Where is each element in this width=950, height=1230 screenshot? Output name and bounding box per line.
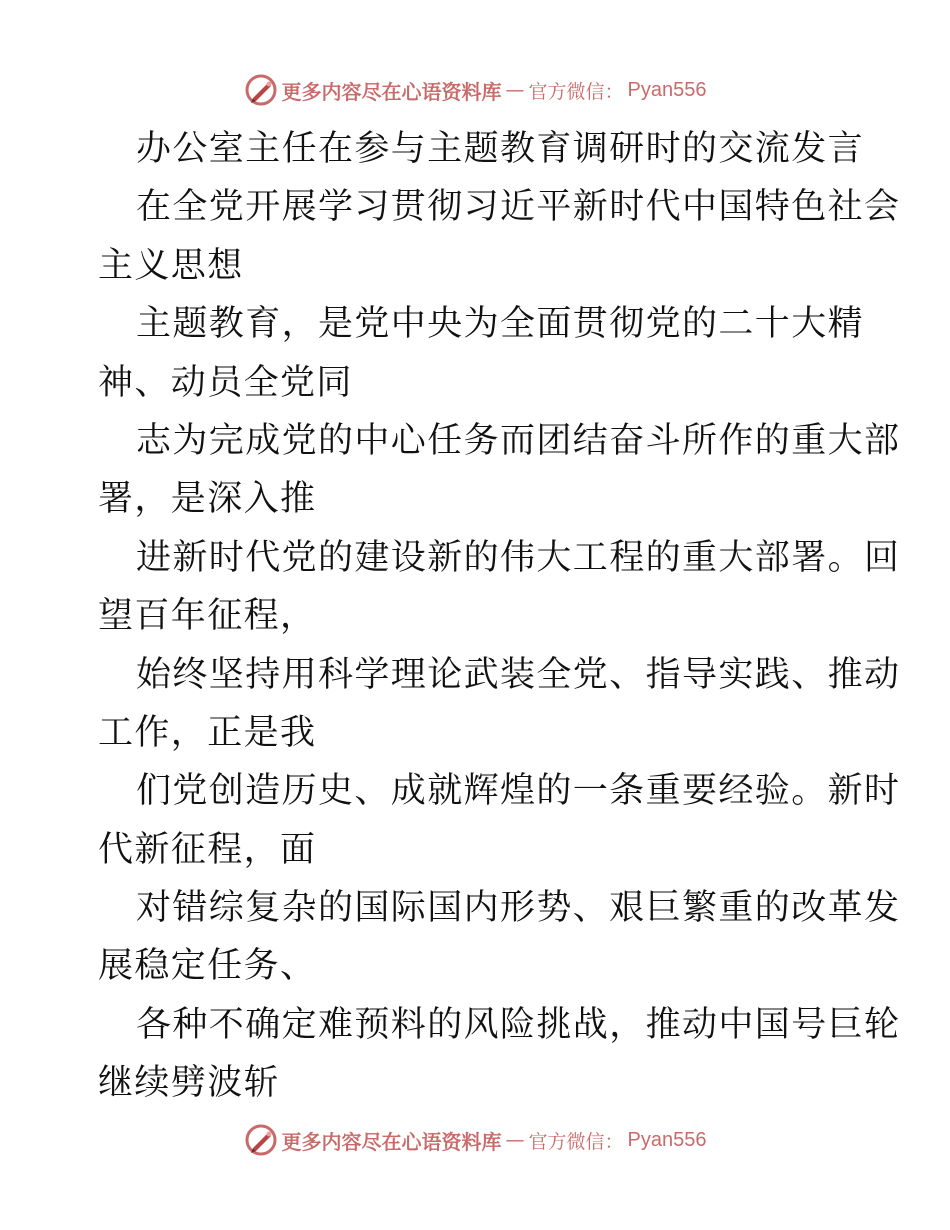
header-watermark	[0, 70, 950, 110]
watermark-dash: —	[505, 79, 525, 101]
text-line: 继续劈波斩	[98, 1063, 281, 1104]
text-line: 主题教育，是党中央为全面贯彻党的二十大精	[136, 304, 865, 345]
text-line: 在全党开展学习贯彻习近平新时代中国特色社会	[136, 187, 901, 228]
watermark-dash: —	[505, 1129, 525, 1151]
text-line: 对错综复杂的国际国内形势、艰巨繁重的改革发	[136, 888, 901, 929]
text-line: 进新时代党的建设新的伟大工程的重大部署。回	[136, 537, 901, 578]
watermark-wechat-label: 官方微信：	[528, 1130, 624, 1153]
text-line: 工作，正是我	[98, 712, 317, 753]
watermark-wechat-id: Pyan556	[627, 78, 707, 101]
watermark-wechat-id: Pyan556	[627, 1128, 707, 1151]
watermark-brand: 更多内容尽在心语资料库	[281, 1129, 502, 1154]
red-pen-logo-icon	[244, 73, 278, 107]
watermark-brand: 更多内容尽在心语资料库	[281, 79, 502, 104]
document-body	[98, 120, 901, 1113]
text-line: 始终坚持用科学理论武装全党、指导实践、推动	[136, 654, 901, 695]
text-line: 志为完成党的中心任务而团结奋斗所作的重大部	[136, 420, 901, 461]
text-line: 代新征程，面	[98, 829, 317, 870]
text-line: 各种不确定难预料的风险挑战，推动中国号巨轮	[136, 1004, 901, 1045]
text-line: 主义思想	[98, 245, 244, 286]
text-line: 展稳定任务、	[98, 946, 317, 987]
text-line: 神、动员全党同	[98, 362, 353, 403]
watermark-wechat-label: 官方微信：	[528, 80, 624, 103]
text-line: 望百年征程，	[98, 596, 317, 637]
text-line: 署，是深入推	[98, 479, 317, 520]
red-pen-logo-icon	[244, 1123, 278, 1157]
text-line: 们党创造历史、成就辉煌的一条重要经验。新时	[136, 771, 901, 812]
footer-watermark	[0, 1120, 950, 1160]
document-title: 办公室主任在参与主题教育调研时的交流发言	[136, 129, 865, 169]
